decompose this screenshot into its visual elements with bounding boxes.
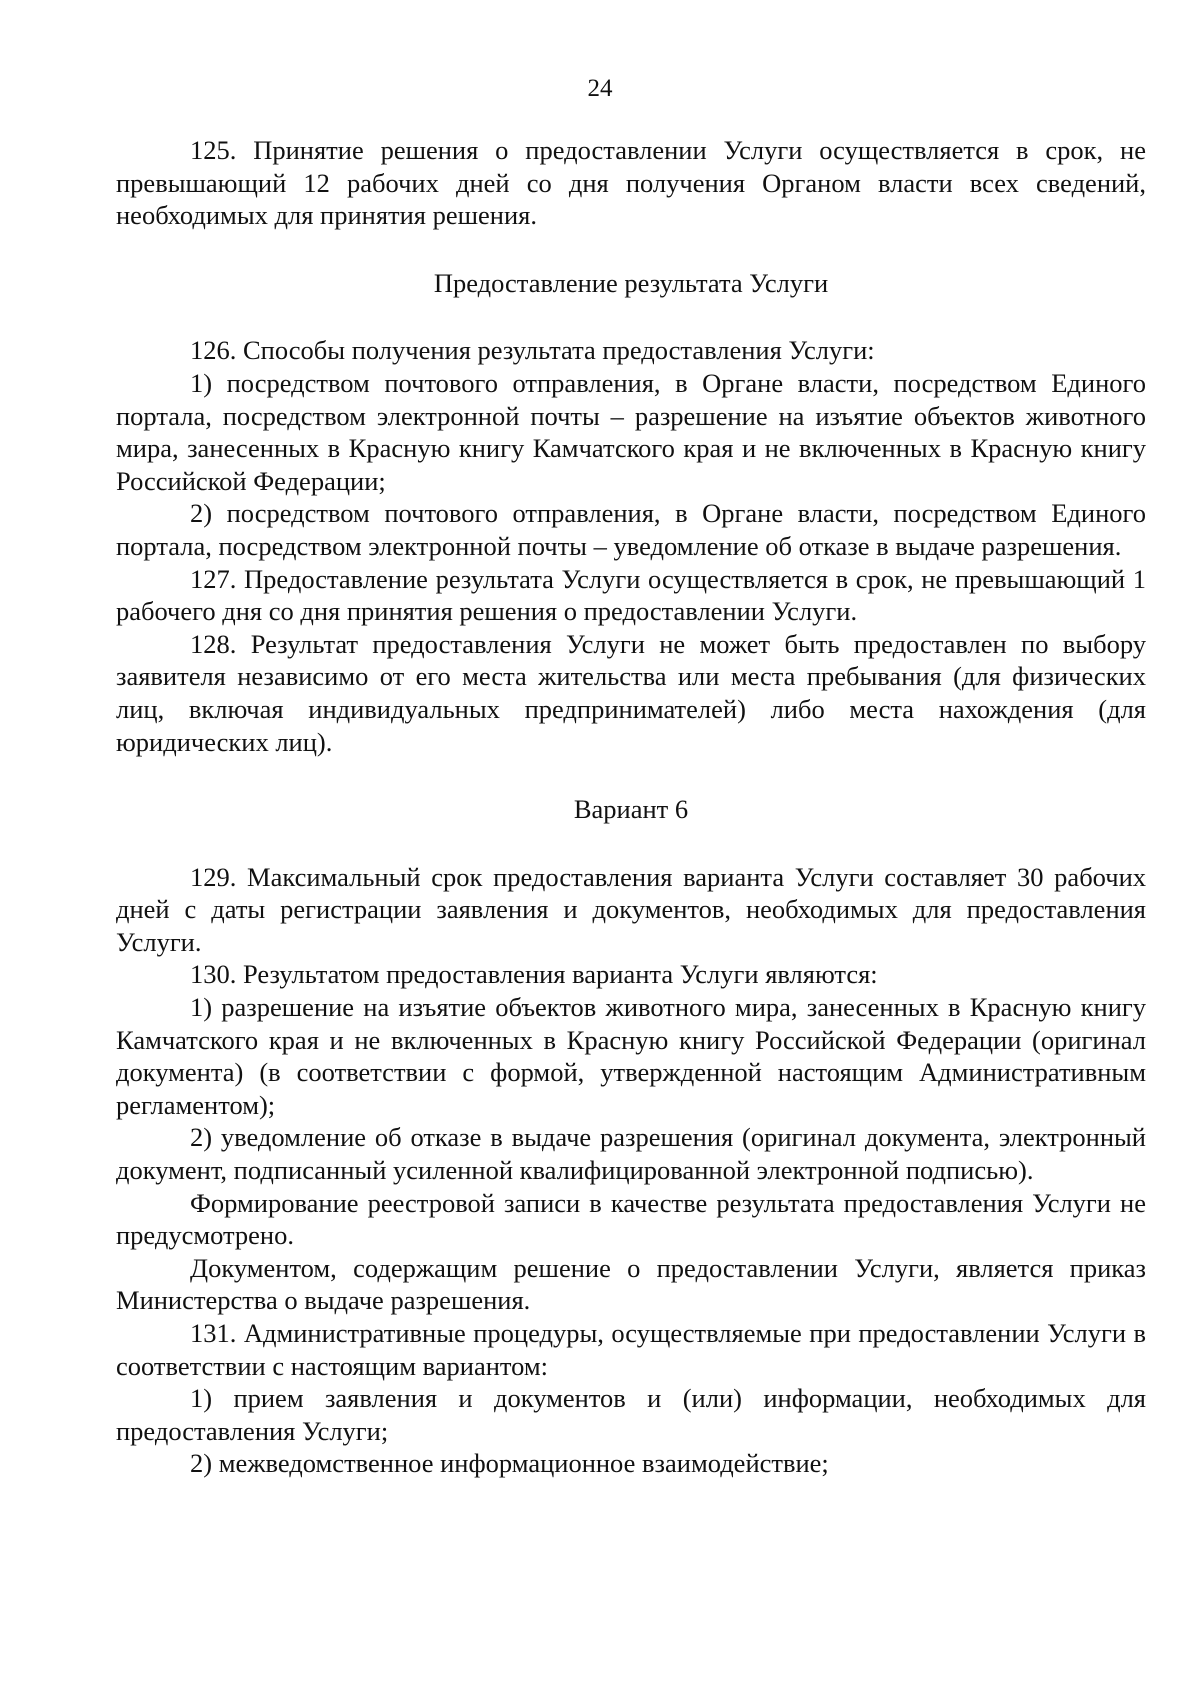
section-heading-variant-6: Вариант 6 (573, 794, 689, 825)
document-body (116, 134, 1146, 1480)
section-heading-result: Предоставление результата Услуги (433, 267, 829, 298)
paragraph-126-item-2: 2) посредством почтового отправления, в Органе власти, посредством Единого портала, посредством электронной почты – уведомление об отказе в выдаче разрешения. (116, 498, 1146, 561)
paragraph-128: 128. Результат предоставления Услуги не может быть предоставлен по выбору заявителя независимо от его места жительства или места пребывания (для физических лиц, включая индивидуальных предпринимателей) либо места нахождения (для юридических лиц). (116, 628, 1146, 757)
page-number: 24 (587, 75, 613, 102)
paragraph-130-item-2: 2) уведомление об отказе в выдаче разрешения (оригинал документа, электронный документ, подписанный усиленной квалифицированной электронной подписью). (116, 1122, 1146, 1186)
paragraph-126: 126. Способы получения результата предоставления Услуги: (190, 335, 875, 366)
paragraph-126-item-1: 1) посредством почтового отправления, в Органе власти, посредством Единого портала, посредством электронной почты – разрешение на изъятие объектов животного мира, занесенных в Красную книгу Камчатского края и не включенных в Красную книгу Российской Федерации; (116, 367, 1146, 496)
paragraph-131: 131. Административные процедуры, осуществляемые при предоставлении Услуги в соответствии с настоящим вариантом: (116, 1318, 1146, 1381)
paragraph-125: 125. Принятие решения о предоставлении Услуги осуществляется в срок, не превышающий 12 рабочих дней со дня получения Органом власти всех сведений, необходимых для принятия решения. (116, 135, 1146, 231)
paragraph-130-item-1: 1) разрешение на изъятие объектов животного мира, занесенных в Красную книгу Камчатского края и не включенных в Красную книгу Российской Федерации (оригинал документа) (в соответствии с формой, утвержденной настоящим Административным регламентом); (116, 992, 1146, 1120)
paragraph-decision-document: Документом, содержащим решение о предоставлении Услуги, является приказ Министерства о выдаче разрешения. (116, 1252, 1146, 1316)
paragraph-registry-note: Формирование реестровой записи в качестве результата предоставления Услуги не предусмотрено. (116, 1187, 1146, 1251)
paragraph-127: 127. Предоставление результата Услуги осуществляется в срок, не превышающий 1 рабочего дня со дня принятия решения о предоставлении Услуги. (116, 563, 1146, 627)
paragraph-131-item-2: 2) межведомственное информационное взаимодействие; (190, 1448, 829, 1479)
paragraph-129: 129. Максимальный срок предоставления варианта Услуги составляет 30 рабочих дней с даты регистрации заявления и документов, необходимых для предоставления Услуги. (116, 861, 1146, 957)
paragraph-130: 130. Результатом предоставления варианта Услуги являются: (190, 959, 878, 990)
paragraph-131-item-1: 1) прием заявления и документов и (или) информации, необходимых для предоставления Услуги; (116, 1383, 1146, 1446)
